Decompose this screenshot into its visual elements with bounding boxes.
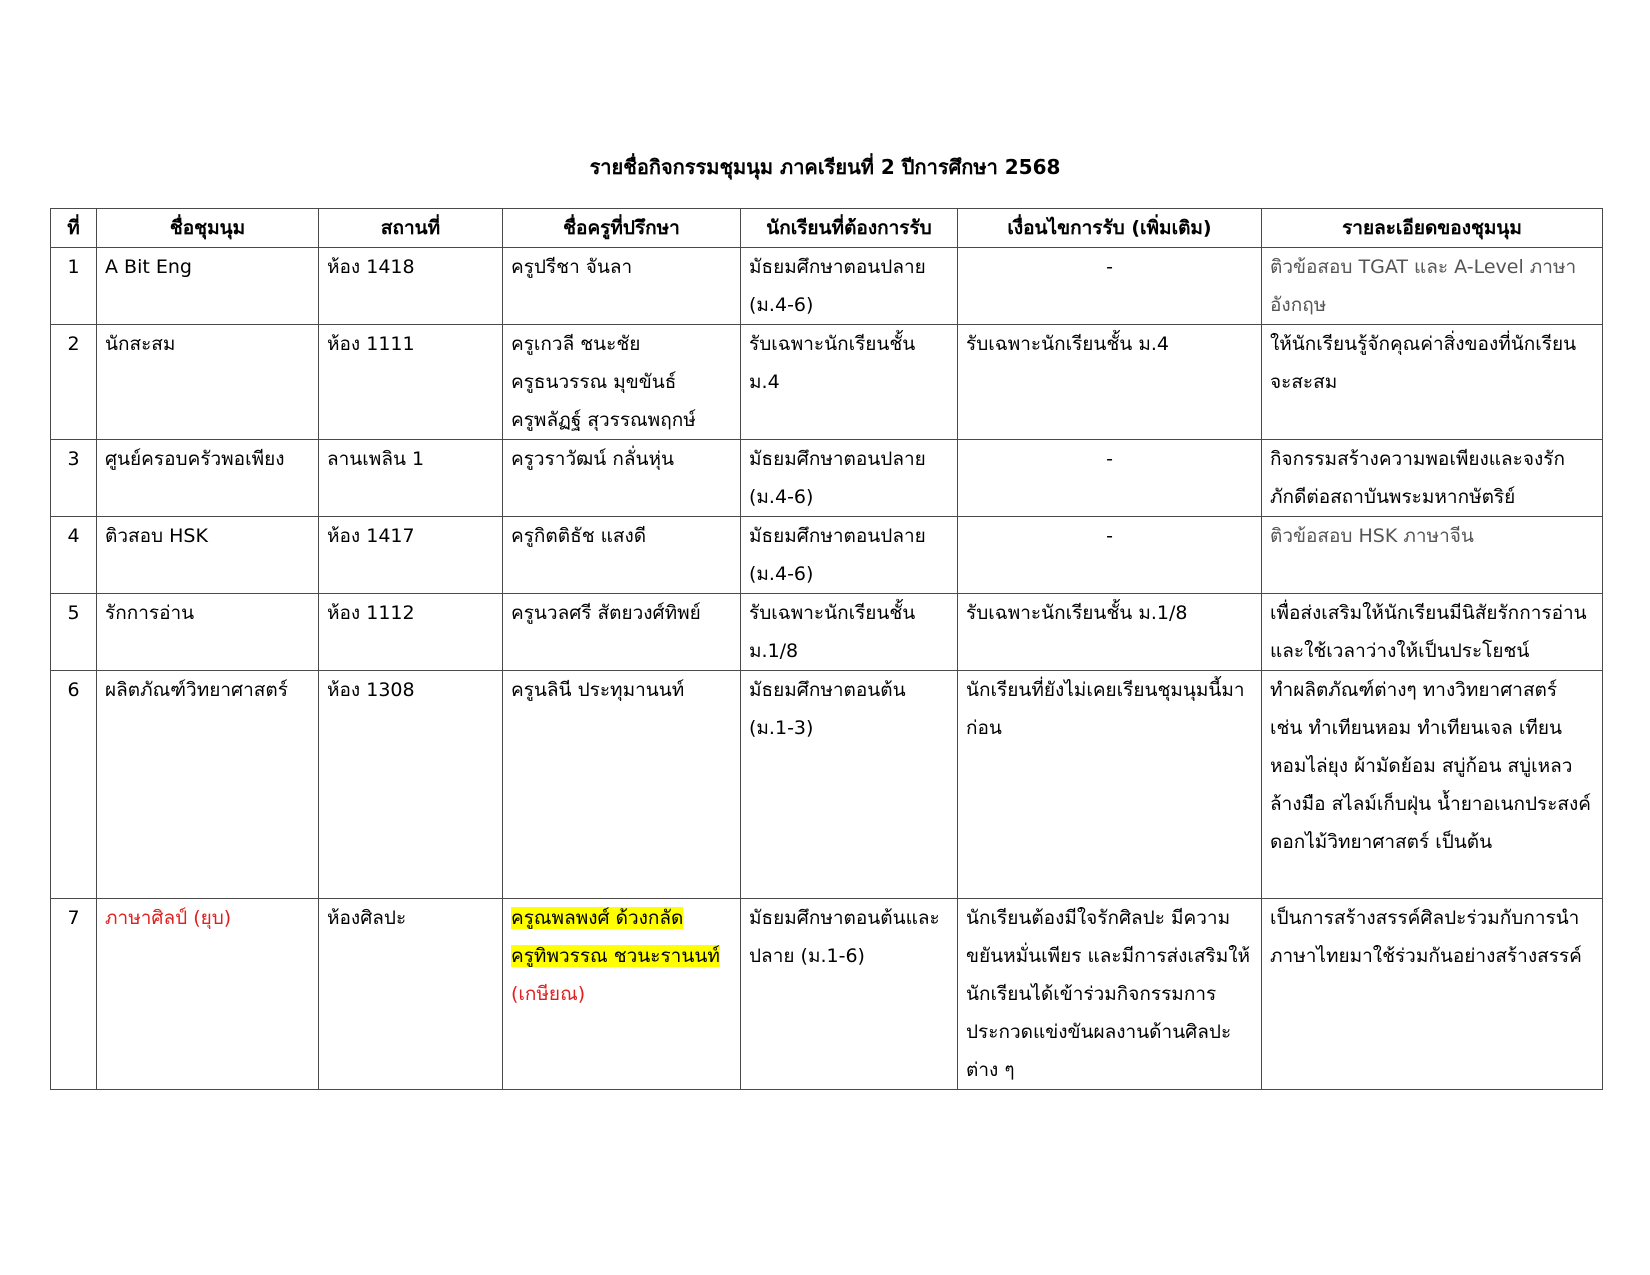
- table-header-row: [51, 209, 1603, 248]
- cell-condition: -: [958, 248, 1262, 325]
- header-detail: รายละเอียดของชุมนุม: [1262, 209, 1603, 248]
- cell-no: 2: [51, 325, 97, 440]
- cell-club-name: ผลิตภัณฑ์วิทยาศาสตร์: [97, 671, 319, 899]
- cell-detail: ให้นักเรียนรู้จักคุณค่าสิ่งของที่นักเรียนจะสะสม: [1262, 325, 1603, 440]
- cell-condition: -: [958, 440, 1262, 517]
- advisor-name: ครูกิตติธัช แสงดี: [511, 525, 647, 547]
- advisor-name: ครูธนวรรณ มุขขันธ์: [511, 371, 677, 393]
- header-place: สถานที่: [319, 209, 503, 248]
- cell-detail: เพื่อส่งเสริมให้นักเรียนมีนิสัยรักการอ่าน และใช้เวลาว่างให้เป็นประโยชน์: [1262, 594, 1603, 671]
- cell-place: ห้อง 1418: [319, 248, 503, 325]
- cell-detail: ทำผลิตภัณฑ์ต่างๆ ทางวิทยาศาสตร์ เช่น ทำเทียนหอม ทำเทียนเจล เทียนหอมไล่ยุง ผ้ามัดย้อม สบู่ก้อน สบู่เหลวล้างมือ สไลม์เก็บฝุ่น น้ำยาอเนกประสงค์ ดอกไม้วิทยาศาสตร์ เป็นต้น: [1262, 671, 1603, 899]
- cell-club-name: ภาษาศิลป์ (ยุบ): [97, 899, 319, 1090]
- cell-advisor: [503, 325, 741, 440]
- cell-detail: เป็นการสร้างสรรค์ศิลปะร่วมกับการนำภาษาไทยมาใช้ร่วมกันอย่างสร้างสรรค์: [1262, 899, 1603, 1090]
- cell-condition: รับเฉพาะนักเรียนชั้น ม.4: [958, 325, 1262, 440]
- cell-place: ห้อง 1112: [319, 594, 503, 671]
- cell-condition: -: [958, 517, 1262, 594]
- cell-no: 1: [51, 248, 97, 325]
- advisor-name: ครูเกวลี ชนะชัย: [511, 333, 641, 355]
- cell-advisor: [503, 671, 741, 899]
- cell-condition: นักเรียนที่ยังไม่เคยเรียนชุมนุมนี้มาก่อน: [958, 671, 1262, 899]
- advisor-name-highlighted: ครูณพลพงศ์ ด้วงกลัด: [511, 907, 684, 929]
- cell-students: รับเฉพาะนักเรียนชั้น ม.4: [741, 325, 958, 440]
- table-row: [51, 440, 1603, 517]
- advisor-name: ครูนลินี ประทุมานนท์: [511, 679, 685, 701]
- table-row: [51, 325, 1603, 440]
- cell-no: 4: [51, 517, 97, 594]
- cell-no: 6: [51, 671, 97, 899]
- cell-advisor: [503, 899, 741, 1090]
- header-advisor: ชื่อครูที่ปรึกษา: [503, 209, 741, 248]
- table-row: [51, 517, 1603, 594]
- cell-students: รับเฉพาะนักเรียนชั้น ม.1/8: [741, 594, 958, 671]
- document-title: รายชื่อกิจกรรมชุมนุม ภาคเรียนที่ 2 ปีการศึกษา 2568: [589, 155, 1061, 179]
- cell-detail: ติวข้อสอบ HSK ภาษาจีน: [1262, 517, 1603, 594]
- header-students: นักเรียนที่ต้องการรับ: [741, 209, 958, 248]
- cell-club-name: ศูนย์ครอบครัวพอเพียง: [97, 440, 319, 517]
- cell-advisor: [503, 248, 741, 325]
- advisor-name: ครูวราวัฒน์ กลั่นหุ่น: [511, 448, 674, 470]
- cell-place: ลานเพลิน 1: [319, 440, 503, 517]
- cell-students: มัธยมศึกษาตอนต้นและปลาย (ม.1-6): [741, 899, 958, 1090]
- cell-place: ห้อง 1111: [319, 325, 503, 440]
- cell-place: ห้อง 1308: [319, 671, 503, 899]
- cell-condition: รับเฉพาะนักเรียนชั้น ม.1/8: [958, 594, 1262, 671]
- cell-no: 3: [51, 440, 97, 517]
- retired-note: (เกษียณ): [511, 983, 586, 1005]
- cell-advisor: [503, 594, 741, 671]
- advisor-name: ครูนวลศรี สัตยวงศ์ทิพย์: [511, 602, 701, 624]
- advisor-name: ครูพลัฏฐ์ สุวรรณพฤกษ์: [511, 409, 696, 431]
- cell-detail: กิจกรรมสร้างความพอเพียงและจงรักภักดีต่อสถาบันพระมหากษัตริย์: [1262, 440, 1603, 517]
- cell-club-name: A Bit Eng: [97, 248, 319, 325]
- header-club-name: ชื่อชุมนุม: [97, 209, 319, 248]
- table-row: [51, 594, 1603, 671]
- cell-place: ห้องศิลปะ: [319, 899, 503, 1090]
- cell-place: ห้อง 1417: [319, 517, 503, 594]
- table-row: [51, 671, 1603, 899]
- cell-students: มัธยมศึกษาตอนปลาย (ม.4-6): [741, 440, 958, 517]
- header-no: ที่: [51, 209, 97, 248]
- table-row: [51, 248, 1603, 325]
- table-row: [51, 899, 1603, 1090]
- cell-no: 5: [51, 594, 97, 671]
- cell-club-name: ติวสอบ HSK: [97, 517, 319, 594]
- cell-club-name: รักการอ่าน: [97, 594, 319, 671]
- cell-advisor: [503, 440, 741, 517]
- cell-detail: ติวข้อสอบ TGAT และ A-Level ภาษาอังกฤษ: [1262, 248, 1603, 325]
- header-condition: เงื่อนไขการรับ (เพิ่มเติม): [958, 209, 1262, 248]
- cell-students: มัธยมศึกษาตอนปลาย (ม.4-6): [741, 248, 958, 325]
- cell-no: 7: [51, 899, 97, 1090]
- cell-club-name: นักสะสม: [97, 325, 319, 440]
- cell-advisor: [503, 517, 741, 594]
- advisor-name: ครูปรีชา จันลา: [511, 256, 633, 278]
- advisor-name-highlighted: ครูทิพวรรณ ชวนะรานนท์: [511, 945, 720, 967]
- cell-condition: นักเรียนต้องมีใจรักศิลปะ มีความขยันหมั่นเพียร และมีการส่งเสริมให้นักเรียนได้เข้าร่วมกิจกรรมการประกวดแข่งขันผลงานด้านศิลปะต่าง ๆ: [958, 899, 1262, 1090]
- club-table: [50, 208, 1603, 1090]
- cell-students: มัธยมศึกษาตอนต้น (ม.1-3): [741, 671, 958, 899]
- cell-students: มัธยมศึกษาตอนปลาย (ม.4-6): [741, 517, 958, 594]
